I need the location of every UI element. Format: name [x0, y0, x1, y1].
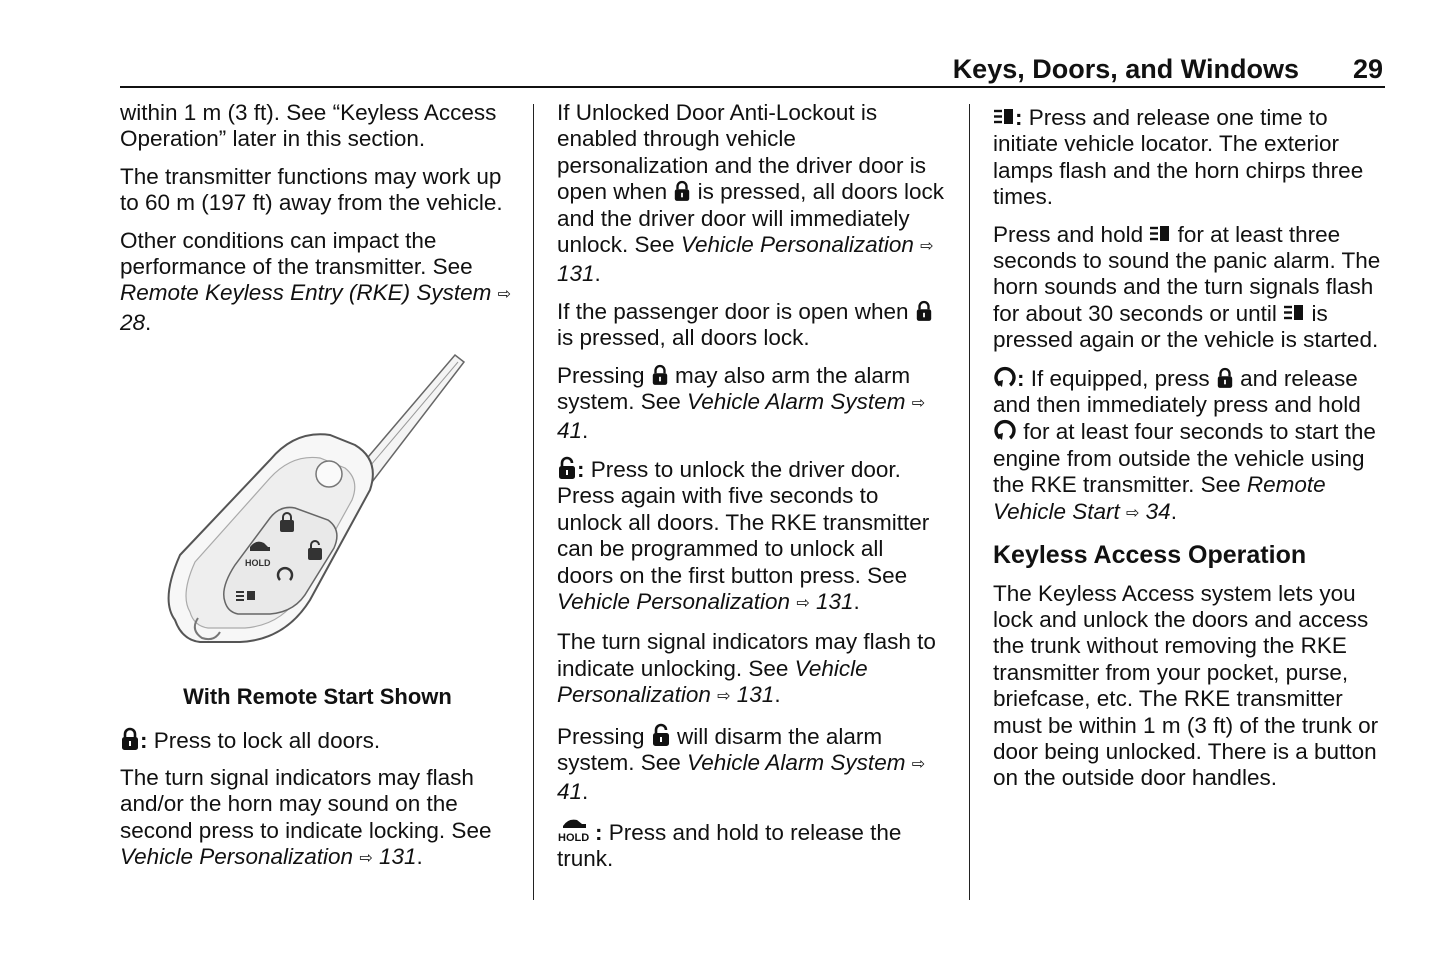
panic-alarm-icon — [1283, 302, 1305, 324]
paragraph: Pressing will disarm the alarm system. See Vehicle Alarm System ⇨ 41. — [557, 723, 926, 805]
paragraph: The Keyless Access system lets you lock and unlock the doors and access the trunk without removing the RKE transmitter from your pocket, purse, briefcase, etc. The RKE transmitter must be within 1 m (3 ft) of the trunk or door being unlocked. There is a button on the outside door handles. — [993, 580, 1379, 791]
paragraph: The turn signal indicators may flash and/or the horn may sound on the second press to indicate locking. See Vehicle Personalization ⇨ 131. — [120, 765, 492, 870]
reference-arrow-icon: ⇨ — [717, 688, 731, 706]
cross-reference-link[interactable]: Vehicle Alarm System ⇨ 41 — [557, 749, 926, 805]
cross-reference-link[interactable]: Vehicle Personalization ⇨ 131 — [120, 844, 417, 870]
paragraph: Press and hold for at least three seconds to sound the panic alarm. The horn sounds and the turn signals flash for about 30 seconds or until is pressed again or the vehicle is started. — [993, 221, 1381, 353]
key-fob-figure — [120, 350, 515, 670]
paragraph: If Unlocked Door Anti-Lockout is enabled through vehicle personalization and the driver door is open when is pressed, all doors lock and the driver door will immediately unlock. See Vehicle Personalization ⇨ 131. — [557, 100, 944, 287]
lock-icon — [915, 300, 933, 322]
remote-start-button-description: : If equipped, press and release and then immediately press and hold for at least four seconds to start the engine from outside the vehicle using the RKE transmitter. See Remote Vehicle Start ⇨ 34. — [993, 365, 1376, 524]
locator-button-description: : Press and release one time to initiate vehicle locator. The exterior lamps flash and the horn chirps three times. — [993, 105, 1364, 210]
unlock-icon — [557, 456, 577, 480]
cross-reference-link[interactable]: Remote Vehicle Start ⇨ 34 — [993, 472, 1326, 524]
unlock-icon — [651, 723, 671, 747]
paragraph: The turn signal indicators may flash to indicate unlocking. See Vehicle Personalization ⇨ 131. — [557, 629, 936, 708]
svg-text:HOLD: HOLD — [245, 558, 271, 569]
reference-arrow-icon: ⇨ — [359, 850, 373, 868]
paragraph: Other conditions can impact the performance of the transmitter. See Remote Keyless Entry (RKE) System ⇨ 28. — [120, 227, 512, 335]
panic-alarm-icon — [993, 106, 1015, 128]
svg-text:HOLD: HOLD — [558, 831, 590, 843]
paragraph: The transmitter functions may work up to 60 m (197 ft) away from the vehicle. — [120, 163, 503, 216]
cross-reference-link[interactable]: Vehicle Alarm System ⇨ 41 — [557, 389, 926, 444]
reference-arrow-icon: ⇨ — [911, 395, 926, 413]
page-header — [120, 52, 1385, 88]
column-divider — [969, 104, 970, 900]
trunk-button-description: HOLD : Press and hold to release the trunk. — [557, 817, 945, 873]
cross-reference-link[interactable]: Vehicle Personalization ⇨ 131 — [557, 232, 934, 287]
section-heading: Keyless Access Operation — [993, 541, 1307, 570]
column-3 — [993, 105, 1385, 803]
column-1 — [120, 100, 515, 885]
cross-reference-link[interactable]: Vehicle Personalization ⇨ 131 — [557, 655, 868, 708]
lock-icon — [651, 364, 669, 386]
paragraph: within 1 m (3 ft). See “Keyless Access Operation” later in this section. — [120, 100, 497, 152]
column-2 — [557, 100, 945, 884]
cross-reference-link[interactable]: Vehicle Personalization ⇨ 131 — [557, 588, 854, 614]
reference-arrow-icon: ⇨ — [497, 286, 512, 304]
reference-arrow-icon: ⇨ — [911, 755, 926, 773]
reference-arrow-icon: ⇨ — [796, 594, 810, 612]
trunk-release-icon — [557, 817, 595, 843]
column-divider — [533, 104, 534, 900]
lock-icon — [120, 727, 140, 751]
paragraph: If the passenger door is open when is pressed, all doors lock. — [557, 299, 945, 352]
cross-reference-link[interactable]: Remote Keyless Entry (RKE) System ⇨ 28 — [120, 280, 512, 335]
remote-start-icon — [993, 365, 1017, 389]
page-number: 29 — [1352, 54, 1383, 84]
unlock-button-description: : Press to unlock the driver door. Press again with five seconds to unlock all doors. The RKE transmitter can be programmed to unlock all doors on the first button press. See Vehicle Personalization ⇨ 131. — [557, 456, 930, 614]
section-title: Keys, Doors, and Windows — [952, 54, 1299, 84]
reference-arrow-icon: ⇨ — [1126, 504, 1140, 522]
lock-icon — [673, 180, 691, 202]
paragraph: Pressing may also arm the alarm system. See Vehicle Alarm System ⇨ 41. — [557, 362, 926, 444]
lock-button-description: : Press to lock all doors. — [120, 727, 515, 754]
remote-start-icon — [993, 418, 1017, 442]
reference-arrow-icon: ⇨ — [920, 238, 934, 256]
lock-icon — [1216, 367, 1234, 389]
key-fob-illustration — [120, 350, 515, 670]
figure-caption: With Remote Start Shown — [183, 684, 452, 710]
panic-alarm-icon — [1149, 223, 1171, 245]
